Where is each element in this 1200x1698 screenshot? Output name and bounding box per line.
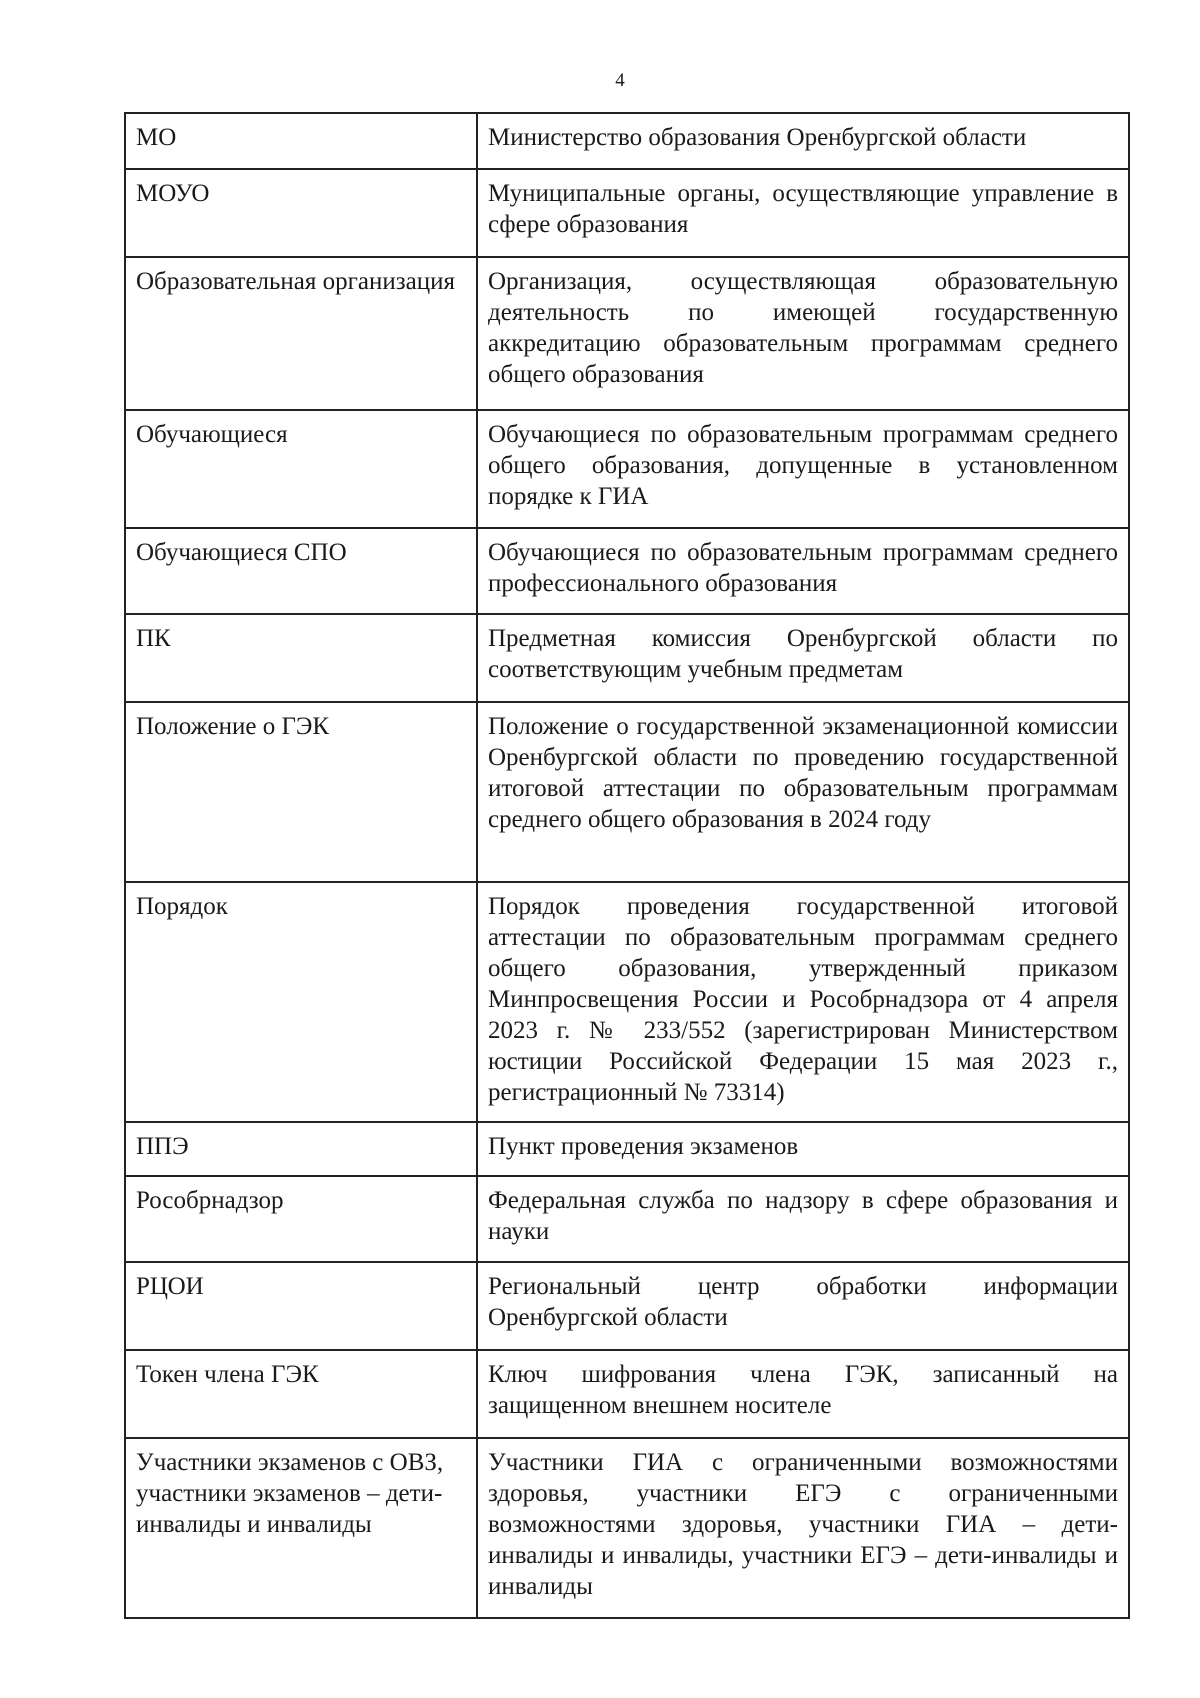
term-cell: Участники экзаменов с ОВЗ, участники экзаменов – дети-инвалиды и инвалиды	[125, 1438, 477, 1618]
term-cell: ПК	[125, 614, 477, 702]
definition-cell: Региональный центр обработки информации Оренбургской области	[477, 1262, 1129, 1350]
term-cell: Обучающиеся СПО	[125, 528, 477, 614]
definition-cell: Порядок проведения государственной итоговой аттестации по образовательным программам среднего общего образования, утвержденный приказом Минпросвещения России и Рособрнадзора от 4 апреля 2023 г. № 233/552 (зарегистрирован Министерством юстиции Российской Федерации 15 мая 2023 г., регистрационный № 73314)	[477, 882, 1129, 1122]
table-row	[125, 702, 1129, 882]
table-row	[125, 614, 1129, 702]
term-cell: Порядок	[125, 882, 477, 1122]
table-row	[125, 257, 1129, 410]
definition-cell: Пункт проведения экзаменов	[477, 1122, 1129, 1176]
definition-cell: Предметная комиссия Оренбургской области по соответствующим учебным предметам	[477, 614, 1129, 702]
term-cell: РЦОИ	[125, 1262, 477, 1350]
abbreviations-table-container	[124, 112, 1130, 1619]
term-cell: Рособрнадзор	[125, 1176, 477, 1262]
term-cell: Положение о ГЭК	[125, 702, 477, 882]
definition-cell: Участники ГИА с ограниченными возможностями здоровья, участники ЕГЭ с ограниченными возможностями здоровья, участники ГИА – дети-инвалиды и инвалиды, участники ЕГЭ – дети-инвалиды и инвалиды	[477, 1438, 1129, 1618]
definition-cell: Обучающиеся по образовательным программам среднего профессионального образования	[477, 528, 1129, 614]
definition-cell: Федеральная служба по надзору в сфере образования и науки	[477, 1176, 1129, 1262]
definition-cell: Положение о государственной экзаменационной комиссии Оренбургской области по проведению государственной итоговой аттестации по образовательным программам среднего общего образования в 2024 году	[477, 702, 1129, 882]
table-row	[125, 410, 1129, 528]
term-cell: Обучающиеся	[125, 410, 477, 528]
definition-cell: Обучающиеся по образовательным программам среднего общего образования, допущенные в установленном порядке к ГИА	[477, 410, 1129, 528]
table-row	[125, 169, 1129, 257]
table-row	[125, 1262, 1129, 1350]
definition-cell: Муниципальные органы, осуществляющие управление в сфере образования	[477, 169, 1129, 257]
table-row	[125, 1122, 1129, 1176]
term-cell: ППЭ	[125, 1122, 477, 1176]
table-row	[125, 1438, 1129, 1618]
table-row	[125, 1350, 1129, 1438]
abbreviations-table	[124, 112, 1130, 1619]
table-row	[125, 1176, 1129, 1262]
term-cell: МОУО	[125, 169, 477, 257]
page-number: 4	[615, 70, 625, 91]
term-cell: Образовательная организация	[125, 257, 477, 410]
definition-cell: Министерство образования Оренбургской области	[477, 113, 1129, 169]
term-cell: Токен члена ГЭК	[125, 1350, 477, 1438]
table-row	[125, 882, 1129, 1122]
term-cell: МО	[125, 113, 477, 169]
table-row	[125, 528, 1129, 614]
definition-cell: Организация, осуществляющая образовательную деятельность по имеющей государственную аккредитацию образовательным программам среднего общего образования	[477, 257, 1129, 410]
definition-cell: Ключ шифрования члена ГЭК, записанный на защищенном внешнем носителе	[477, 1350, 1129, 1438]
table-row	[125, 113, 1129, 169]
